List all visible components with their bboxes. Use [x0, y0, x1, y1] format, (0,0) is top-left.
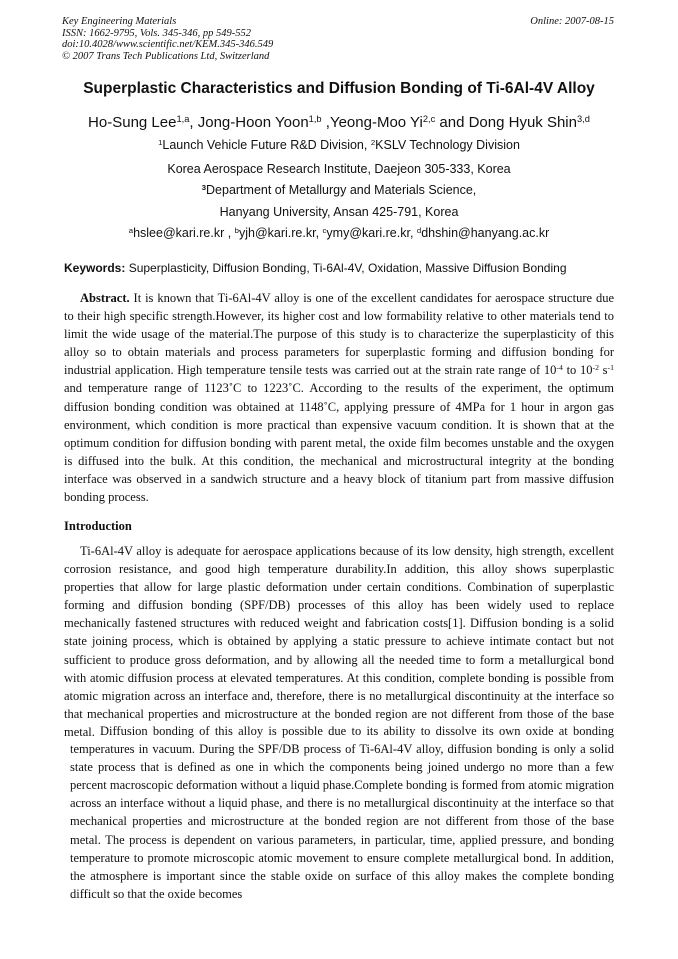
email-separator: , — [224, 226, 235, 240]
introduction-paragraph-2: Diffusion bonding of this alloy is possible due to its ability to dissolve its own oxide at bonding temperatures in vacuum. During the SPF/DB process of Ti-6Al-4V alloy, diffusion bonding is only a solid state process that is defined as one in which the components being joined undergo no more than a few percent macroscopic deformation without a liquid phase.Complete bonding is formed from atomic migration across an interface without a liquid phase, and there is no metallurgical discontinuity at the interface so that mechanical properties and microstructure at the bonded region are not different from those of the base metal. The process is dependent on various parameters, in particular, time, applied pressure, and bonding temperature to promote microscopic atomic movement to ensure complete metallurgical bond. In addition, the atmosphere is important since the stable oxide on surface of this alloy makes the complete bonding difficult so that the oxide becomes — [70, 724, 614, 901]
online-date: Online: 2007-08-15 — [530, 16, 614, 27]
author-superscript: 1,a — [176, 113, 190, 124]
affiliation-line-3 — [0, 183, 678, 197]
journal-name: Key Engineering Materials — [62, 16, 177, 27]
email-address[interactable]: ymy@kari.re.kr — [326, 226, 410, 240]
email-superscript: a — [128, 225, 134, 235]
doi-line: doi:10.4028/www.scientific.net/KEM.345-346.549 — [62, 39, 274, 50]
journal-header — [62, 16, 273, 62]
author-name: Yeong-Moo Yi — [329, 114, 423, 131]
exponent: -1 — [607, 363, 614, 373]
exponent: -4 — [556, 363, 563, 373]
keywords-label: Keywords: — [64, 261, 126, 275]
email-superscript: c — [322, 225, 327, 235]
author-separator: , — [189, 114, 198, 131]
email-separator: , — [315, 226, 323, 240]
author-name: Ho-Sung Lee — [88, 114, 177, 131]
introduction-heading: Introduction — [64, 519, 132, 533]
affiliation-line-1 — [0, 138, 678, 152]
paper-title: Superplastic Characteristics and Diffusion Bonding of Ti-6Al-4V Alloy — [83, 80, 595, 97]
email-address[interactable]: hslee@kari.re.kr — [133, 226, 225, 240]
affiliation-text: Launch Vehicle Future R&D Division, — [162, 138, 371, 152]
abstract-text: to 10 — [562, 363, 593, 378]
keywords-line — [64, 261, 567, 275]
issn-line: ISSN: 1662-9795, Vols. 345-346, pp 549-552 — [62, 27, 251, 39]
affiliation-text: KSLV Technology Division — [375, 138, 520, 152]
exponent: -2 — [592, 363, 599, 373]
affiliation-text: Department of Metallurgy and Materials Science, — [206, 183, 477, 197]
affiliation-superscript: 3 — [201, 182, 207, 192]
copyright-line: © 2007 Trans Tech Publications Ltd, Switzerland — [62, 50, 270, 62]
author-list — [0, 114, 678, 131]
affiliation-line-2: Korea Aerospace Research Institute, Daejeon 305-333, Korea — [167, 162, 511, 176]
affiliation-superscript: 2 — [370, 137, 376, 147]
email-superscript: d — [416, 225, 422, 235]
email-line — [0, 226, 678, 240]
author-separator: , — [321, 114, 330, 131]
email-separator: , — [409, 226, 417, 240]
author-superscript: 2,c — [422, 113, 436, 124]
email-superscript: b — [234, 225, 239, 235]
author-superscript: 3,d — [577, 113, 590, 124]
email-address[interactable]: yjh@kari.re.kr — [238, 226, 316, 240]
author-name: Dong Hyuk Shin — [468, 114, 577, 131]
abstract-label: Abstract. — [80, 291, 130, 305]
affiliation-superscript: 1 — [158, 137, 163, 147]
keywords-text: Superplasticity, Diffusion Bonding, Ti-6Al-4V, Oxidation, Massive Diffusion Bonding — [128, 261, 567, 275]
author-separator: and — [435, 114, 469, 131]
abstract-text: It is known that Ti-6Al-4V alloy is one of the excellent candidates for aerospace structure due to their high specific strength.However, its higher cost and low formability relative to other materials tend to limit the wide usage of the material.The purpose of this study is to characterize the superplasticity of this alloy so to obtain materials and process parameters for superplastic forming and diffusion bonding for industrial application. High temperature tensile tests was carried out at the strain rate range of 10 — [64, 291, 614, 378]
introduction-paragraph-1: Ti-6Al-4V alloy is adequate for aerospace applications because of its low density, high strength, excellent corrosion resistance, and good high temperature durability.In addition, this alloy shows superplastic properties that allow for large plastic deformation under certain conditions. Combination of superplastic forming and diffusion bonding (SPF/DB) processes of this alloy has been widely used to replace mechanically fastened structures with reduced weight and fabrication costs[1]. Diffusion bonding is a solid state joining process, which is obtained by applying a static pressure to achieve intimate contact but not sufficient to produce gross deformation, and by allowing all the needed time to form a metallurgical bond with atomic diffusion process at elevated temperatures. At this condition, complete bonding is possible from atomic migration across an interface and, therefore, there is no metallurgical discontinuity at the interface so that mechanical properties and microstructure at the bonded region are not different from those of the base metal. — [64, 544, 614, 739]
email-address[interactable]: dhshin@hanyang.ac.kr — [421, 226, 550, 240]
abstract-paragraph — [64, 289, 614, 506]
author-name: Jong-Hoon Yoon — [197, 114, 309, 131]
abstract-text: and temperature range of 1123˚C to 1223˚C. According to the results of the experiment, the optimum diffusion bonding condition was obtained at 1148˚C, applying pressure of 4MPa for 1 hour in argon gas environment, which condition is more practical than expensive vacuum condition. It is shown that at the optimum condition for diffusion bonding with parent metal, the oxide film becomes unstable and the oxygen is diffused into the bulk. At this condition, the mechanical and microstructural integrity at the bonding interface was observed in a sandwich structure and a heavy block of titanium part from massive diffusion bonding process. — [64, 381, 614, 505]
author-superscript: 1,b — [308, 113, 322, 124]
abstract-text: s — [598, 363, 608, 378]
affiliation-line-4: Hanyang University, Ansan 425-791, Korea — [219, 205, 459, 219]
